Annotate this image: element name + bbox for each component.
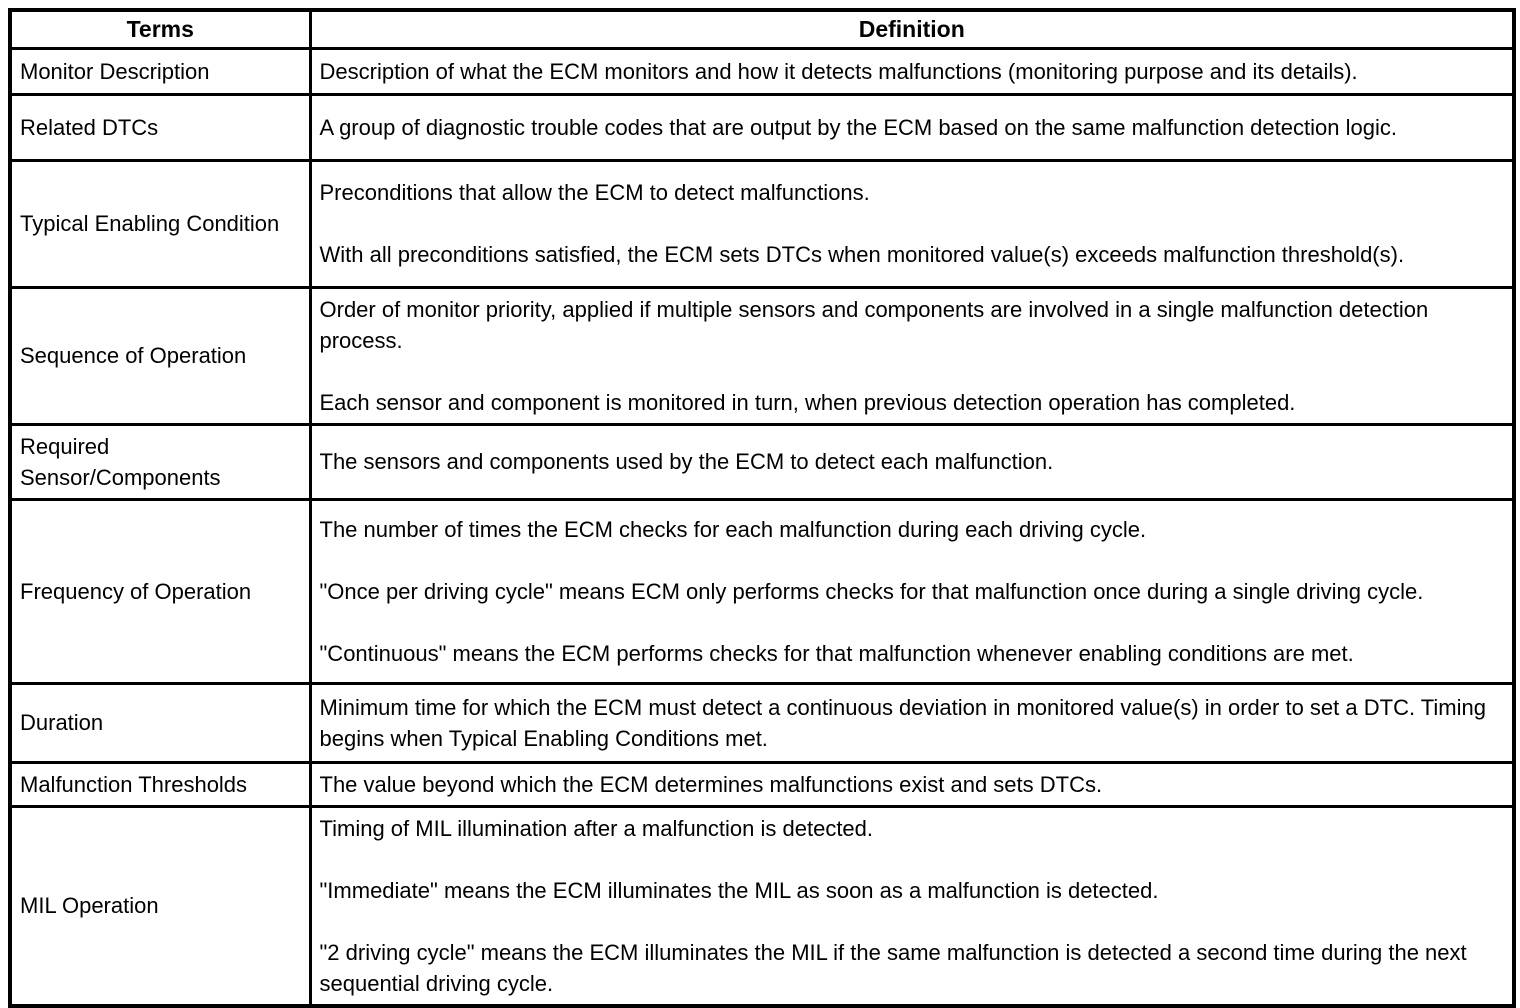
definition-paragraph: Minimum time for which the ECM must detect a continuous deviation in monitored value(s) in order to set a DTC. Timing begins when Typical Enabling Conditions met.: [319, 694, 1486, 751]
definition-paragraph: With all preconditions satisfied, the ECM sets DTCs when monitored value(s) exceeds malfunction threshold(s).: [319, 242, 1405, 267]
definition-paragraph: The number of times the ECM checks for each malfunction during each driving cycle.: [319, 516, 1147, 542]
definition-paragraph: "Once per driving cycle" means ECM only performs checks for that malfunction once during a single driving cycle.: [319, 578, 1424, 604]
definition-cell: [310, 287, 1514, 424]
table-row: [10, 683, 1514, 762]
table-row: [10, 499, 1514, 683]
definition-paragraph: A group of diagnostic trouble codes that are output by the ECM based on the same malfunction detection logic.: [319, 114, 1397, 140]
definition-paragraph: Description of what the ECM monitors and how it detects malfunctions (monitoring purpose and its details).: [319, 58, 1358, 84]
term-cell: Typical Enabling Condition: [10, 160, 310, 287]
table-row: [10, 48, 1514, 94]
table-row: [10, 94, 1514, 160]
term-cell: Related DTCs: [10, 94, 310, 160]
term-cell: Sequence of Operation: [10, 287, 310, 424]
definition-paragraph: "Immediate" means the ECM illuminates the MIL as soon as a malfunction is detected.: [319, 877, 1159, 903]
column-header-terms: Terms: [10, 10, 310, 48]
term-cell: Frequency of Operation: [10, 499, 310, 683]
definition-paragraph: "Continuous" means the ECM performs checks for that malfunction whenever enabling conditions are met.: [319, 640, 1354, 666]
term-cell: Required Sensor/Components: [10, 424, 310, 499]
table-row: [10, 762, 1514, 806]
term-cell: Monitor Description: [10, 48, 310, 94]
table-row: [10, 160, 1514, 287]
definition-cell: [310, 683, 1514, 762]
definition-paragraph: Timing of MIL illumination after a malfunction is detected.: [319, 815, 874, 841]
definition-paragraph: Each sensor and component is monitored in turn, when previous detection operation has completed.: [319, 389, 1296, 415]
definition-paragraph: "2 driving cycle" means the ECM illuminates the MIL if the same malfunction is detected a second time during the next sequential driving cycle.: [319, 939, 1467, 996]
table-row: [10, 424, 1514, 499]
term-cell: MIL Operation: [10, 806, 310, 1006]
terms-definition-table: [8, 8, 1516, 1008]
definition-cell: [310, 48, 1514, 94]
definition-cell: [310, 424, 1514, 499]
definition-paragraph: Preconditions that allow the ECM to detect malfunctions.: [319, 180, 870, 205]
definition-cell: [310, 499, 1514, 683]
definition-cell: [310, 160, 1514, 287]
header-row: [10, 10, 1514, 48]
term-cell: Malfunction Thresholds: [10, 762, 310, 806]
definition-paragraph: The value beyond which the ECM determines malfunctions exist and sets DTCs.: [319, 771, 1103, 797]
definition-cell: [310, 762, 1514, 806]
column-header-definition: Definition: [310, 10, 1514, 48]
term-cell: Duration: [10, 683, 310, 762]
definition-paragraph: The sensors and components used by the ECM to detect each malfunction.: [319, 449, 1054, 474]
table-row: [10, 287, 1514, 424]
definition-cell: [310, 94, 1514, 160]
terms-table-body: [10, 48, 1514, 1006]
definition-paragraph: Order of monitor priority, applied if multiple sensors and components are involved in a single malfunction detection process.: [319, 296, 1429, 353]
